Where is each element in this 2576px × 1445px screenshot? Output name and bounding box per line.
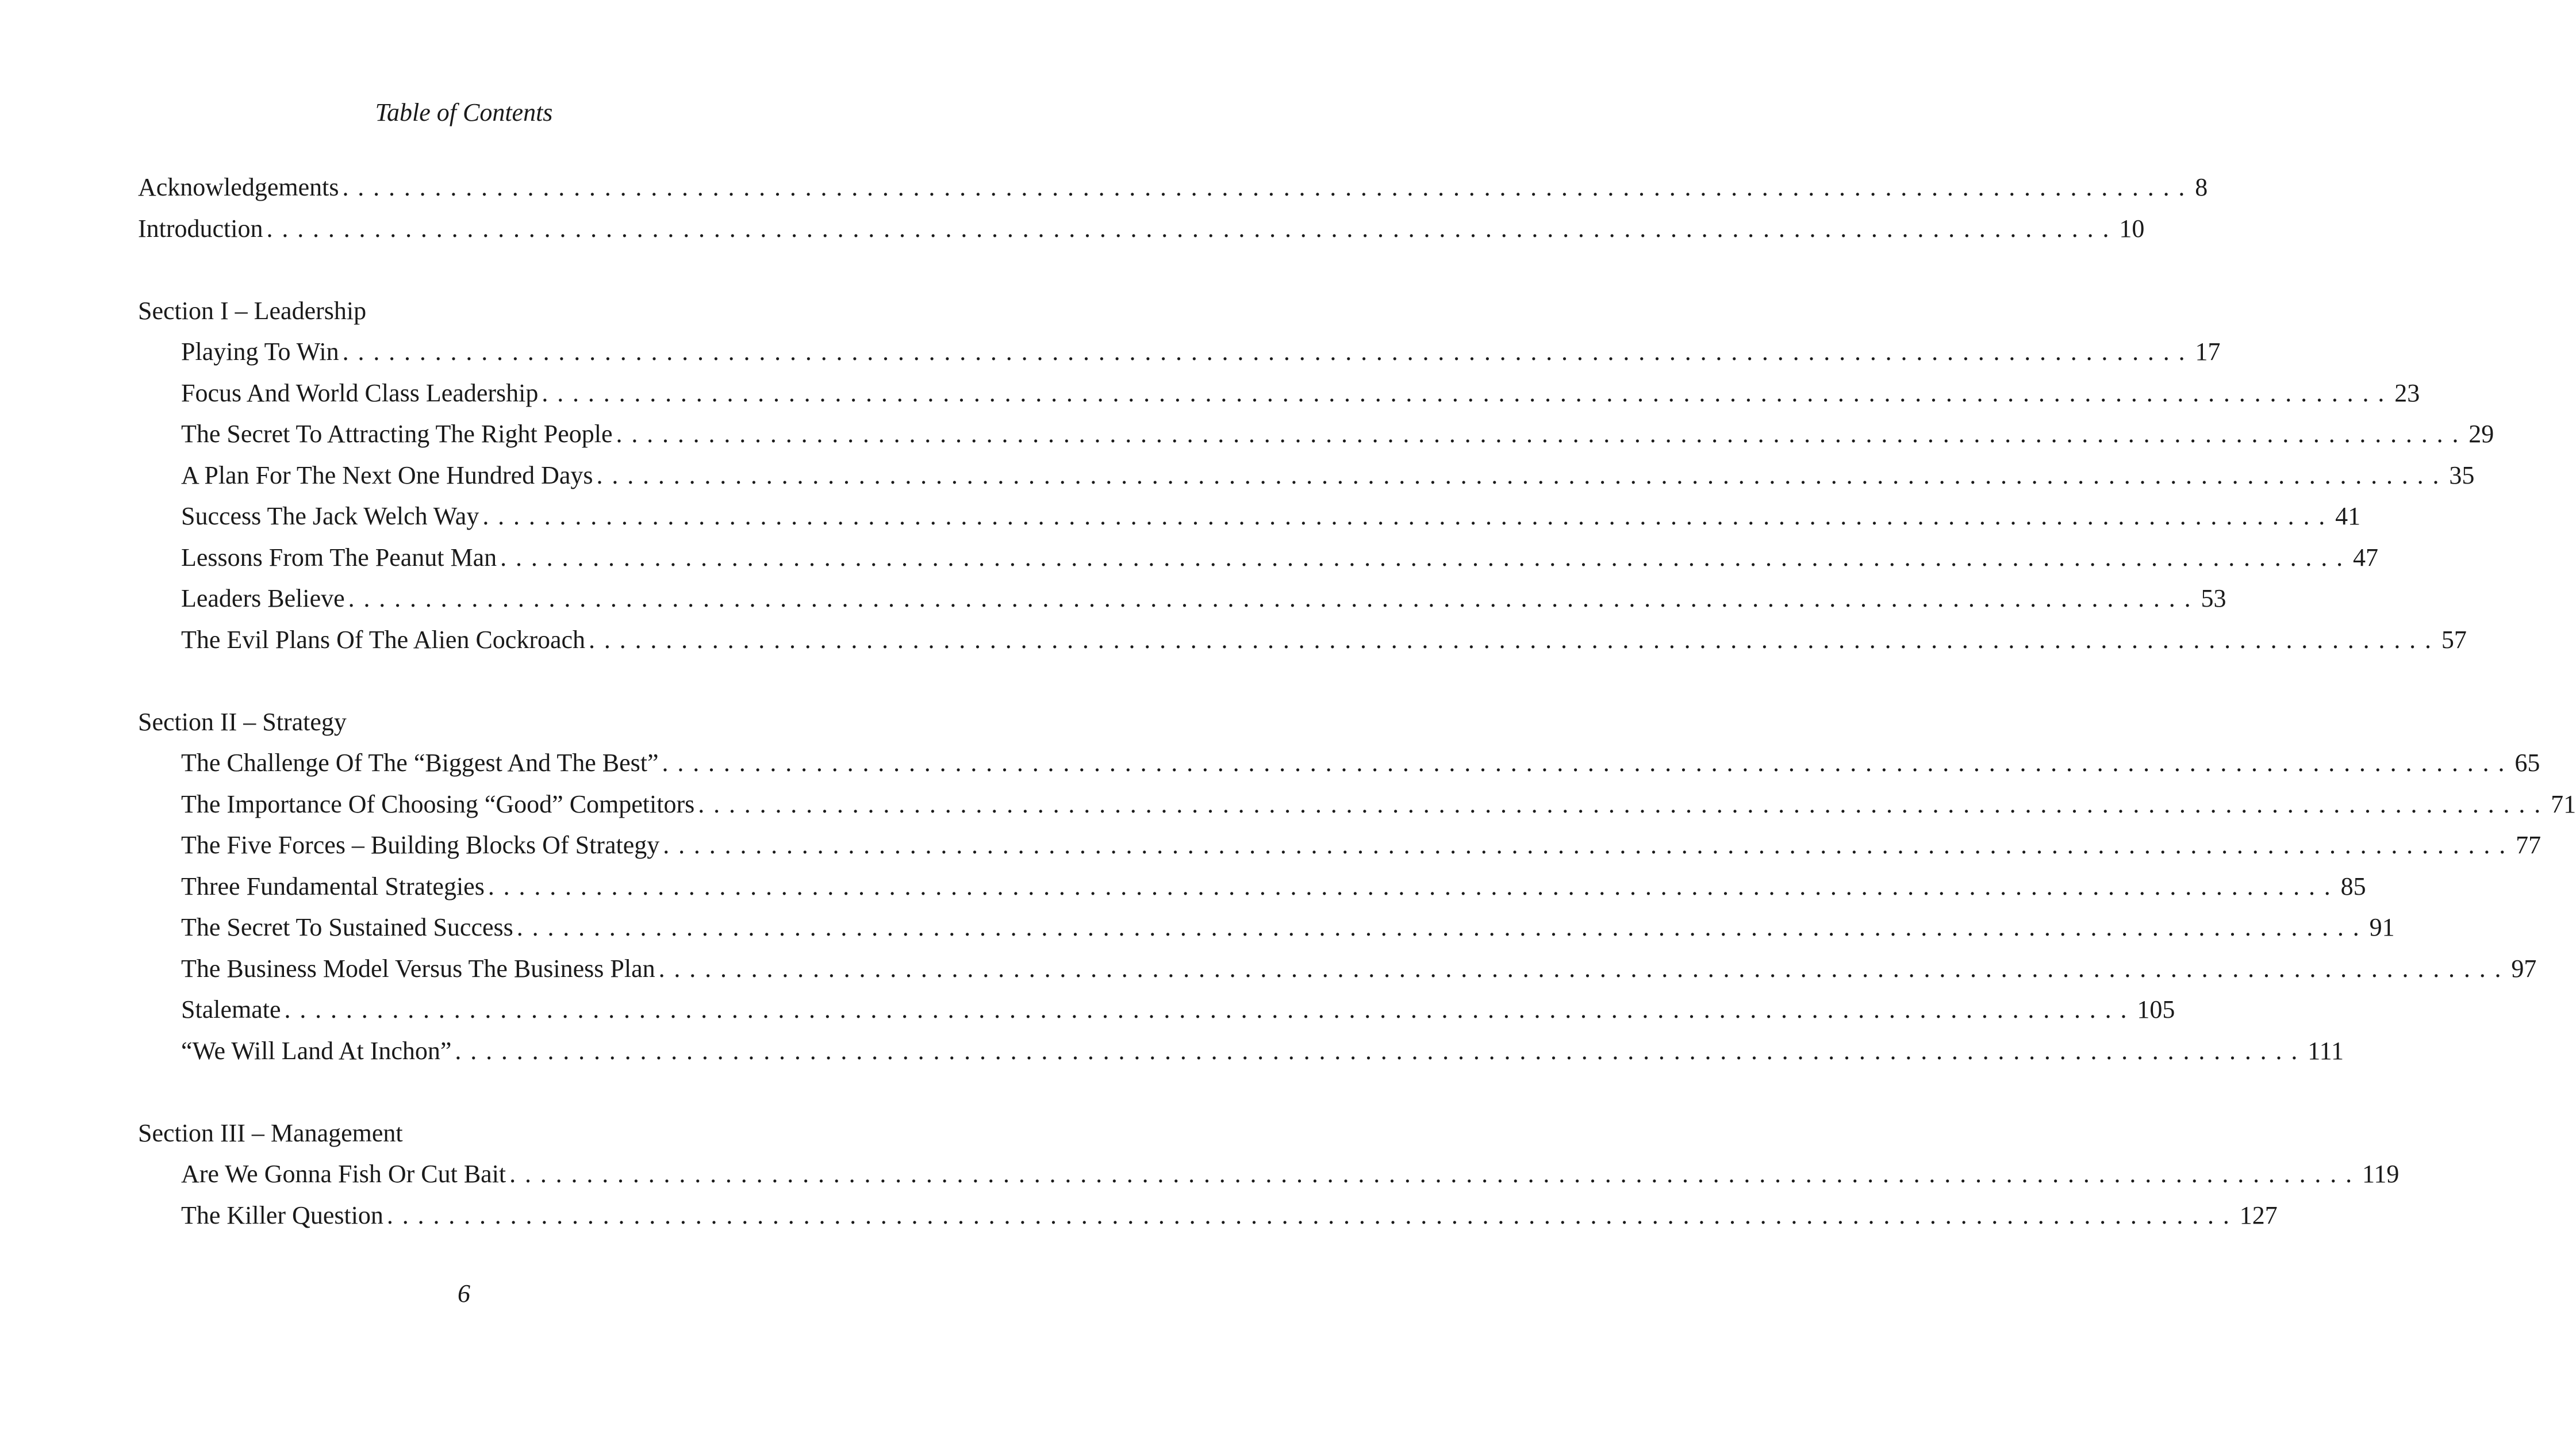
toc-entry[interactable]: [138, 373, 2420, 414]
toc-entry[interactable]: [138, 784, 2576, 825]
toc-entry-title: Introduction: [138, 214, 263, 243]
toc-entry[interactable]: [138, 537, 2378, 578]
toc-entry-acknowledgements[interactable]: [138, 167, 2208, 208]
toc-entry[interactable]: [138, 825, 2542, 866]
section-title-strategy[interactable]: Section II – Strategy: [138, 707, 347, 736]
dot-leader: ........................................................................................................................: [663, 831, 2515, 859]
dot-leader: ........................................................................................................................: [482, 502, 2335, 530]
toc-entry-page: 8: [2195, 173, 2208, 201]
dot-leader: ........................................................................................................................: [487, 872, 2340, 900]
toc-entry-title: The Business Model Versus The Business Plan: [181, 954, 655, 983]
dot-leader: ........................................................................................................................: [662, 749, 2514, 777]
toc-entry[interactable]: [138, 619, 2467, 661]
dot-leader: ........................................................................................................................: [455, 1036, 2307, 1065]
toc-entry-title: The Importance Of Choosing “Good” Competitors: [181, 789, 695, 818]
toc-entry-title: Success The Jack Welch Way: [181, 502, 479, 530]
toc-entry-title: The Five Forces – Building Blocks Of Strategy: [181, 831, 660, 859]
toc-entry-page: 111: [2308, 1036, 2344, 1065]
toc-entry[interactable]: [138, 948, 2537, 990]
toc-entry[interactable]: [138, 496, 2361, 537]
toc-entry-title: Playing To Win: [181, 338, 339, 366]
toc-entry-title: The Secret To Attracting The Right People: [181, 420, 613, 448]
toc-entry-title: Leaders Believe: [181, 584, 345, 612]
toc-entry-page: 119: [2362, 1160, 2400, 1188]
toc-entry[interactable]: [138, 866, 2366, 907]
dot-leader: ........................................................................................................................: [500, 543, 2352, 572]
toc-entry[interactable]: [138, 742, 2540, 784]
toc-entry-introduction[interactable]: [138, 208, 2145, 250]
toc-entry-title: Three Fundamental Strategies: [181, 872, 485, 900]
dot-leader: ........................................................................................................................: [658, 954, 2510, 983]
toc-entry-title: The Killer Question: [181, 1201, 383, 1229]
toc-entry-page: 65: [2514, 749, 2540, 777]
dot-leader: ........................................................................................................................: [284, 995, 2136, 1024]
toc-entry-title: Focus And World Class Leadership: [181, 378, 539, 407]
spacer: [138, 660, 802, 702]
toc-entry-title: A Plan For The Next One Hundred Days: [181, 461, 593, 489]
spacer: [138, 249, 802, 290]
toc-entry-page: 17: [2195, 338, 2221, 366]
page-number: 6: [458, 1279, 470, 1308]
dot-leader: ........................................................................................................................: [698, 789, 2550, 818]
toc-entry-title: The Challenge Of The “Biggest And The Best”: [181, 749, 659, 777]
toc-entry[interactable]: [138, 1153, 2400, 1195]
section-title-management[interactable]: Section III – Management: [138, 1118, 403, 1147]
toc-entry-page: 57: [2441, 625, 2467, 654]
toc-entry-page: 105: [2137, 995, 2175, 1024]
toc-entry-page: 97: [2511, 954, 2537, 983]
dot-leader: ........................................................................................................................: [386, 1201, 2239, 1229]
toc-entry-title: The Evil Plans Of The Alien Cockroach: [181, 625, 586, 654]
toc-entry-page: 23: [2394, 378, 2420, 407]
toc-heading: Table of Contents: [375, 98, 553, 127]
toc-entry-title: Acknowledgements: [138, 173, 339, 201]
dot-leader: ........................................................................................................................: [596, 461, 2448, 489]
dot-leader: ........................................................................................................................: [509, 1160, 2361, 1188]
toc-entry[interactable]: [138, 413, 2494, 455]
dot-leader: ........................................................................................................................: [348, 584, 2200, 612]
toc-entry-page: 85: [2340, 872, 2366, 900]
toc-entry-page: 35: [2449, 461, 2475, 489]
toc-entry[interactable]: [138, 1195, 2278, 1236]
dot-leader: ........................................................................................................................: [616, 420, 2468, 448]
toc-entry-page: 53: [2201, 584, 2226, 612]
toc-entry[interactable]: [138, 1030, 2344, 1072]
toc-entry-title: The Secret To Sustained Success: [181, 913, 513, 941]
toc-entry-page: 71: [2551, 789, 2576, 818]
toc-entry-page: 29: [2468, 420, 2494, 448]
toc-entry[interactable]: [138, 907, 2395, 948]
toc-entry-page: 77: [2516, 831, 2542, 859]
toc-entry-page: 127: [2239, 1201, 2278, 1229]
toc-entry-title: Stalemate: [181, 995, 281, 1024]
toc-entry-page: 41: [2335, 502, 2361, 530]
toc-entry-title: Are We Gonna Fish Or Cut Bait: [181, 1160, 506, 1188]
toc-entry-page: 47: [2352, 543, 2378, 572]
toc-entry-page: 91: [2369, 913, 2395, 941]
toc-entry-title: Lessons From The Peanut Man: [181, 543, 497, 572]
toc-entry[interactable]: [138, 578, 2226, 619]
toc-entry[interactable]: [138, 455, 2475, 496]
dot-leader: ........................................................................................................................: [516, 913, 2368, 941]
toc-entry[interactable]: [138, 331, 2221, 373]
toc-entry[interactable]: [138, 989, 2175, 1030]
spacer: [138, 1071, 802, 1113]
dot-leader: ........................................................................................................................: [342, 173, 2194, 201]
toc-entry-page: 10: [2119, 214, 2145, 243]
table-of-contents: [138, 167, 2576, 1236]
dot-leader: ........................................................................................................................: [542, 378, 2394, 407]
dot-leader: ........................................................................................................................: [342, 338, 2194, 366]
dot-leader: ........................................................................................................................: [589, 625, 2440, 654]
dot-leader: ........................................................................................................................: [266, 214, 2118, 243]
section-title-leadership[interactable]: Section I – Leadership: [138, 296, 367, 325]
toc-entry-title: “We Will Land At Inchon”: [181, 1036, 452, 1065]
